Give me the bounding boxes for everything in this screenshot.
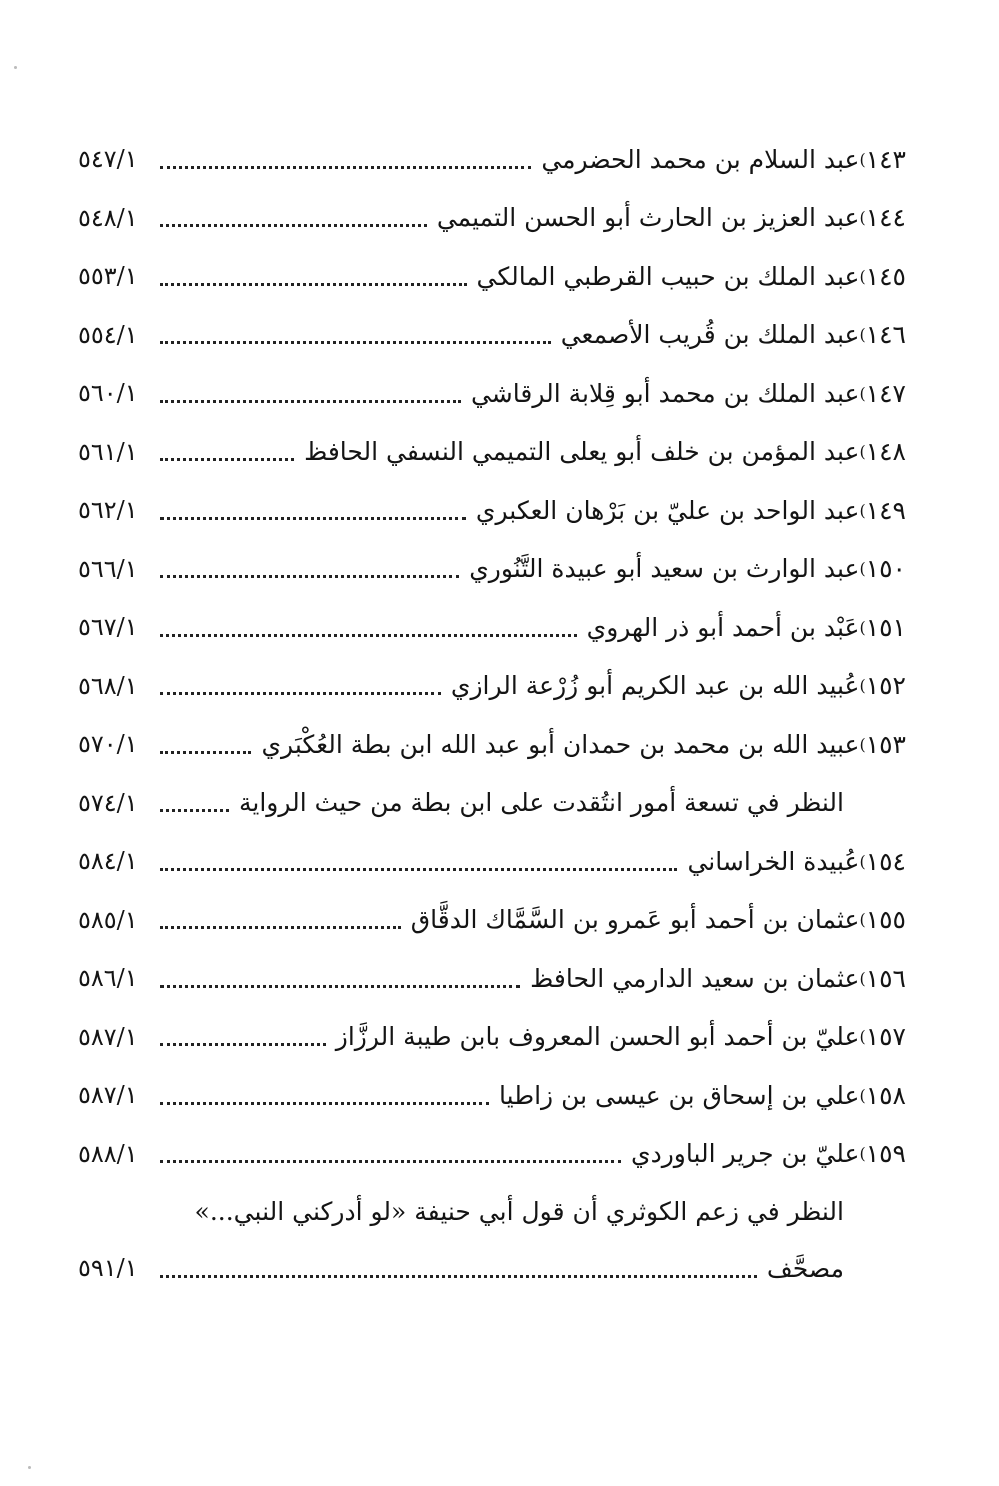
entry-title: عبد الوارث بن سعيد أبو عبيدة التَّنُوري — [469, 554, 860, 584]
leader-dots — [160, 983, 521, 988]
entry-number: ١٤٧ — [865, 378, 906, 408]
toc-entry-148: ١٤٨ ) عبد المؤمن بن خلف أبو يعلى التميمي النسفي الحافظ ٥٦١/١ — [78, 437, 906, 467]
entry-title: عُبيد الله بن عبد الكريم أبو زُرْعة الرازي — [450, 671, 860, 701]
leader-dots — [160, 807, 229, 812]
entry-title: عبد السلام بن محمد الحضرمي — [541, 144, 860, 174]
leader-dots — [160, 690, 441, 695]
entry-title: عبد المؤمن بن خلف أبو يعلى التميمي النسفي الحافظ — [304, 437, 860, 467]
entry-title: عبد الملك بن حبيب القرطبي المالكي — [476, 261, 860, 291]
toc-entry-154: ١٥٤ ) عُبيدة الخراساني ٥٨٤/١ — [78, 846, 906, 876]
entry-page: ٥٧٤/١ — [78, 788, 138, 817]
entry-page: ٥٦٧/١ — [78, 613, 138, 642]
entry-title: عَبْد بن أحمد أبو ذر الهروي — [586, 612, 860, 642]
toc-entry-156: ١٥٦ ) عثمان بن سعيد الدارمي الحافظ ٥٨٦/١ — [78, 963, 906, 993]
toc-entry-153: ١٥٣ ) عبيد الله بن محمد بن حمدان أبو عبد الله ابن بطة العُكْبَري ٥٧٠/١ — [78, 729, 906, 759]
leader-dots — [160, 339, 551, 344]
toc-entry-155: ١٥٥ ) عثمان بن أحمد أبو عَمرو بن السَّمَّاك الدقَّاق ٥٨٥/١ — [78, 905, 906, 935]
entry-page: ٥٩١/١ — [78, 1254, 138, 1283]
leader-dots — [160, 866, 678, 871]
toc-entry-158: ١٥٨ ) علي بن إسحاق بن عيسى بن زاطيا ٥٨٧/١ — [78, 1080, 906, 1110]
toc-subentry-kawthari-line1 — [78, 1183, 906, 1239]
entry-page: ٥٦١/١ — [78, 437, 138, 466]
entry-page: ٥٦٢/١ — [78, 496, 138, 525]
entry-title: عبد العزيز بن الحارث أبو الحسن التميمي — [436, 203, 860, 233]
leader-dots — [160, 924, 401, 929]
entry-title: عثمان بن أحمد أبو عَمرو بن السَّمَّاك الدقَّاق — [410, 905, 860, 935]
entry-title: عبد الواحد بن عليّ بن بَرْهان العكبري — [475, 495, 860, 525]
entry-page: ٥٨٧/١ — [78, 1022, 138, 1051]
entry-page: ٥٦٨/١ — [78, 671, 138, 700]
entry-page: ٥٨٧/١ — [78, 1081, 138, 1110]
leader-dots — [160, 222, 427, 227]
entry-page: ٥٥٣/١ — [78, 262, 138, 291]
toc-subentry-ibn-batta — [78, 774, 906, 833]
entry-title: عليّ بن أحمد أبو الحسن المعروف بابن طيبة الرزَّاز — [335, 1022, 860, 1052]
toc-entry-145: ١٤٥ ) عبد الملك بن حبيب القرطبي المالكي ٥٥٣/١ — [78, 261, 906, 291]
entry-number: ١٤٤ — [865, 203, 906, 233]
entry-number: ١٤٣ — [865, 144, 906, 174]
entry-page: ٥٨٤/١ — [78, 847, 138, 876]
toc-entry-144: ١٤٤ ) عبد العزيز بن الحارث أبو الحسن التميمي ٥٤٨/١ — [78, 203, 906, 233]
entry-number: ١٥٧ — [865, 1022, 906, 1052]
entry-number: ١٥٥ — [865, 905, 906, 935]
entry-title: مصحَّف — [766, 1253, 844, 1283]
entry-page: ٥٦٠/١ — [78, 379, 138, 408]
entry-title: عبد الملك بن محمد أبو قِلابة الرقاشي — [470, 378, 860, 408]
entry-number: ١٤٥ — [865, 261, 906, 291]
leader-dots — [160, 281, 467, 286]
entry-page: ٥٥٤/١ — [78, 320, 138, 349]
toc-subentry-kawthari-line2 — [78, 1239, 906, 1298]
toc-entry-151: ١٥١ ) عَبْد بن أحمد أبو ذر الهروي ٥٦٧/١ — [78, 612, 906, 642]
leader-dots — [160, 573, 460, 578]
entry-title: عبد الملك بن قُريب الأصمعي — [560, 320, 860, 350]
entry-number: ١٥٤ — [865, 846, 906, 876]
entry-page: ٥٦٦/١ — [78, 554, 138, 583]
leader-dots — [160, 1041, 326, 1046]
toc-entry-159: ١٥٩ ) عليّ بن جرير الباوردي ٥٨٨/١ — [78, 1139, 906, 1169]
entry-title: علي بن إسحاق بن عيسى بن زاطيا — [499, 1080, 860, 1110]
toc-entry-157: ١٥٧ ) عليّ بن أحمد أبو الحسن المعروف بابن طيبة الرزَّاز ٥٨٧/١ — [78, 1022, 906, 1052]
leader-dots — [160, 515, 466, 520]
entry-title: عبيد الله بن محمد بن حمدان أبو عبد الله ابن بطة العُكْبَري — [261, 729, 860, 759]
toc-entry-146: ١٤٦ ) عبد الملك بن قُريب الأصمعي ٥٥٤/١ — [78, 320, 906, 350]
entry-number: ١٥٨ — [865, 1080, 906, 1110]
entry-number: ١٤٨ — [865, 437, 906, 467]
toc-entry-150: ١٥٠ ) عبد الوارث بن سعيد أبو عبيدة التَّنُوري ٥٦٦/١ — [78, 554, 906, 584]
entry-title: عُبيدة الخراساني — [687, 846, 860, 876]
entry-number: ١٥٩ — [865, 1139, 906, 1169]
entry-title: النظر في زعم الكوثري أن قول أبي حنيفة «لو أدركني النبي...» — [194, 1196, 844, 1226]
leader-dots — [160, 1273, 757, 1278]
entry-page: ٥٨٨/١ — [78, 1139, 138, 1168]
entry-number: ١٤٩ — [865, 495, 906, 525]
entry-title: عثمان بن سعيد الدارمي الحافظ — [530, 963, 860, 993]
scan-speck — [14, 66, 17, 69]
entry-page: ٥٤٨/١ — [78, 203, 138, 232]
leader-dots — [160, 632, 577, 637]
entry-number: ١٥١ — [865, 612, 906, 642]
leader-dots — [160, 456, 294, 461]
scan-speck — [28, 1466, 31, 1469]
entry-number: ١٤٦ — [865, 320, 906, 350]
entry-title: عليّ بن جرير الباوردي — [631, 1139, 860, 1169]
leader-dots — [160, 749, 252, 754]
entry-title: النظر في تسعة أمور انتُقدت على ابن بطة من حيث الرواية — [238, 788, 844, 818]
entry-number: ١٥٢ — [865, 671, 906, 701]
toc-entry-147: ١٤٧ ) عبد الملك بن محمد أبو قِلابة الرقاشي ٥٦٠/١ — [78, 378, 906, 408]
entry-page: ٥٧٠/١ — [78, 730, 138, 759]
leader-dots — [160, 1100, 489, 1105]
entry-page: ٥٤٧/١ — [78, 145, 138, 174]
toc-entry-149: ١٤٩ ) عبد الواحد بن عليّ بن بَرْهان العكبري ٥٦٢/١ — [78, 495, 906, 525]
entry-page: ٥٨٦/١ — [78, 964, 138, 993]
table-of-contents — [78, 130, 906, 1298]
leader-dots — [160, 164, 532, 169]
toc-entry-152: ١٥٢ ) عُبيد الله بن عبد الكريم أبو زُرْعة الرازي ٥٦٨/١ — [78, 671, 906, 701]
entry-page: ٥٨٥/١ — [78, 905, 138, 934]
entry-number: ١٥٣ — [865, 729, 906, 759]
toc-entry-143: ١٤٣ ) عبد السلام بن محمد الحضرمي ٥٤٧/١ — [78, 144, 906, 174]
entry-number: ١٥٠ — [865, 554, 906, 584]
leader-dots — [160, 1158, 621, 1163]
entry-number: ١٥٦ — [865, 963, 906, 993]
leader-dots — [160, 398, 461, 403]
